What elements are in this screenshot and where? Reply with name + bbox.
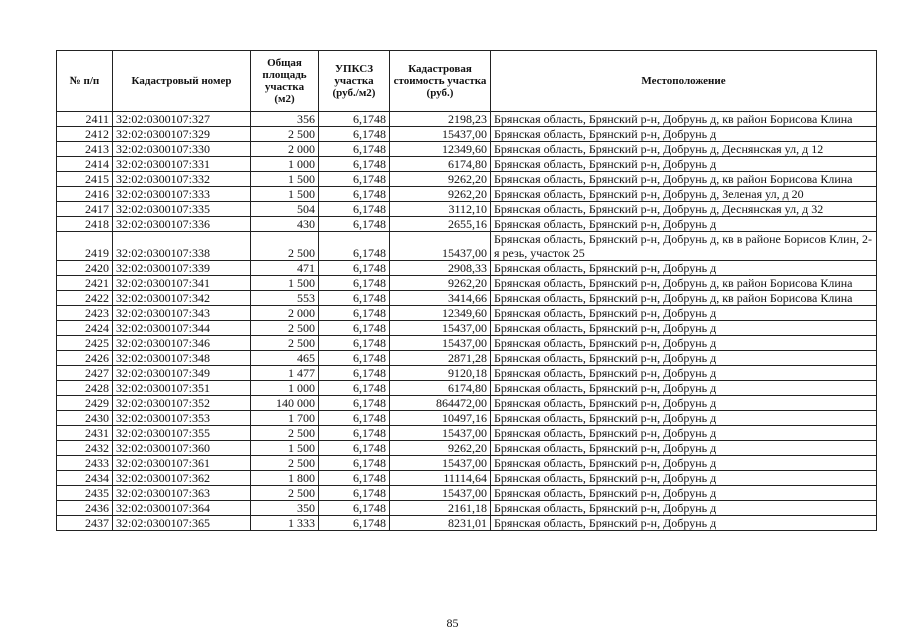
table-row: [57, 232, 877, 261]
cell-location: Брянская область, Брянский р-н, Добрунь д: [491, 336, 877, 351]
cell-cost: 9120,18: [390, 366, 491, 381]
cell-num: 2427: [57, 366, 113, 381]
cell-location: Брянская область, Брянский р-н, Добрунь д: [491, 501, 877, 516]
cell-cost: 12349,60: [390, 306, 491, 321]
cell-cadastral: 32:02:0300107:336: [113, 217, 251, 232]
table-row: [57, 426, 877, 441]
cell-cadastral: 32:02:0300107:333: [113, 187, 251, 202]
cell-cadastral: 32:02:0300107:344: [113, 321, 251, 336]
cell-area: 140 000: [251, 396, 319, 411]
cell-location: Брянская область, Брянский р-н, Добрунь д: [491, 381, 877, 396]
cell-location: Брянская область, Брянский р-н, Добрунь д, кв район Борисова Клина: [491, 291, 877, 306]
cell-location: Брянская область, Брянский р-н, Добрунь д: [491, 441, 877, 456]
cell-location: Брянская область, Брянский р-н, Добрунь д, Зеленая ул, д 20: [491, 187, 877, 202]
table-row: [57, 441, 877, 456]
cell-cadastral: 32:02:0300107:363: [113, 486, 251, 501]
cell-cost: 2655,16: [390, 217, 491, 232]
table-row: [57, 501, 877, 516]
cell-location: Брянская область, Брянский р-н, Добрунь д: [491, 127, 877, 142]
cell-cost: 11114,64: [390, 471, 491, 486]
cell-location: Брянская область, Брянский р-н, Добрунь д: [491, 486, 877, 501]
table-row: [57, 291, 877, 306]
cell-cadastral: 32:02:0300107:341: [113, 276, 251, 291]
cell-location: Брянская область, Брянский р-н, Добрунь д, кв район Борисова Клина: [491, 112, 877, 127]
cell-upksz: 6,1748: [319, 366, 390, 381]
cell-cost: 9262,20: [390, 441, 491, 456]
cell-location: Брянская область, Брянский р-н, Добрунь д: [491, 471, 877, 486]
cell-location: Брянская область, Брянский р-н, Добрунь д: [491, 456, 877, 471]
cell-num: 2431: [57, 426, 113, 441]
cell-upksz: 6,1748: [319, 261, 390, 276]
cell-cost: 3414,66: [390, 291, 491, 306]
cadastral-table: [56, 50, 877, 531]
cell-cadastral: 32:02:0300107:331: [113, 157, 251, 172]
cell-cadastral: 32:02:0300107:355: [113, 426, 251, 441]
cell-num: 2417: [57, 202, 113, 217]
cell-cost: 6174,80: [390, 157, 491, 172]
cell-num: 2414: [57, 157, 113, 172]
cell-area: 1 500: [251, 187, 319, 202]
cell-area: 1 700: [251, 411, 319, 426]
cell-cadastral: 32:02:0300107:353: [113, 411, 251, 426]
table-row: [57, 306, 877, 321]
cell-upksz: 6,1748: [319, 396, 390, 411]
cell-upksz: 6,1748: [319, 321, 390, 336]
cell-num: 2423: [57, 306, 113, 321]
cell-cadastral: 32:02:0300107:351: [113, 381, 251, 396]
table-row: [57, 202, 877, 217]
cell-cost: 9262,20: [390, 276, 491, 291]
cell-location: Брянская область, Брянский р-н, Добрунь д, кв район Борисова Клина: [491, 172, 877, 187]
cell-cost: 9262,20: [390, 172, 491, 187]
cell-location: Брянская область, Брянский р-н, Добрунь д: [491, 351, 877, 366]
cell-area: 1 477: [251, 366, 319, 381]
cell-area: 1 500: [251, 276, 319, 291]
table-row: [57, 516, 877, 531]
cell-cadastral: 32:02:0300107:361: [113, 456, 251, 471]
header-cost: Кадастровая стоимость участка (руб.): [390, 51, 491, 112]
cell-upksz: 6,1748: [319, 351, 390, 366]
cell-cost: 2161,18: [390, 501, 491, 516]
cell-cadastral: 32:02:0300107:343: [113, 306, 251, 321]
cell-num: 2412: [57, 127, 113, 142]
table-row: [57, 471, 877, 486]
cell-num: 2428: [57, 381, 113, 396]
table-row: [57, 336, 877, 351]
cell-num: 2418: [57, 217, 113, 232]
cell-num: 2435: [57, 486, 113, 501]
cell-num: 2425: [57, 336, 113, 351]
cell-location: Брянская область, Брянский р-н, Добрунь д: [491, 261, 877, 276]
cell-cadastral: 32:02:0300107:330: [113, 142, 251, 157]
header-cadastral: Кадастровый номер: [113, 51, 251, 112]
cell-location: Брянская область, Брянский р-н, Добрунь д: [491, 426, 877, 441]
cell-num: 2430: [57, 411, 113, 426]
cell-upksz: 6,1748: [319, 112, 390, 127]
cell-area: 465: [251, 351, 319, 366]
cell-upksz: 6,1748: [319, 187, 390, 202]
header-location: Местоположение: [491, 51, 877, 112]
cell-location: Брянская область, Брянский р-н, Добрунь д: [491, 306, 877, 321]
cell-upksz: 6,1748: [319, 426, 390, 441]
cell-num: 2424: [57, 321, 113, 336]
cell-location: Брянская область, Брянский р-н, Добрунь д: [491, 157, 877, 172]
cell-cadastral: 32:02:0300107:327: [113, 112, 251, 127]
cell-cadastral: 32:02:0300107:335: [113, 202, 251, 217]
table-row: [57, 127, 877, 142]
cell-cost: 15437,00: [390, 486, 491, 501]
cell-upksz: 6,1748: [319, 411, 390, 426]
cell-cadastral: 32:02:0300107:332: [113, 172, 251, 187]
cell-upksz: 6,1748: [319, 157, 390, 172]
cell-location: Брянская область, Брянский р-н, Добрунь д: [491, 516, 877, 531]
header-num: № п/п: [57, 51, 113, 112]
cell-upksz: 6,1748: [319, 441, 390, 456]
cell-num: 2419: [57, 232, 113, 261]
header-upksz: УПКСЗ участка (руб./м2): [319, 51, 390, 112]
table-row: [57, 187, 877, 202]
cell-upksz: 6,1748: [319, 486, 390, 501]
cell-cadastral: 32:02:0300107:360: [113, 441, 251, 456]
cell-area: 430: [251, 217, 319, 232]
cell-area: 504: [251, 202, 319, 217]
cell-cost: 15437,00: [390, 426, 491, 441]
cell-num: 2420: [57, 261, 113, 276]
cell-cadastral: 32:02:0300107:339: [113, 261, 251, 276]
cell-area: 356: [251, 112, 319, 127]
cell-cadastral: 32:02:0300107:346: [113, 336, 251, 351]
cell-num: 2432: [57, 441, 113, 456]
cell-location: Брянская область, Брянский р-н, Добрунь д, Деснянская ул, д 12: [491, 142, 877, 157]
cell-cost: 12349,60: [390, 142, 491, 157]
table-row: [57, 396, 877, 411]
cell-cost: 2871,28: [390, 351, 491, 366]
table-row: [57, 411, 877, 426]
cell-area: 1 000: [251, 157, 319, 172]
table-row: [57, 217, 877, 232]
cell-area: 2 500: [251, 456, 319, 471]
cell-area: 553: [251, 291, 319, 306]
cell-cadastral: 32:02:0300107:362: [113, 471, 251, 486]
cell-upksz: 6,1748: [319, 172, 390, 187]
cell-cadastral: 32:02:0300107:352: [113, 396, 251, 411]
cell-num: 2415: [57, 172, 113, 187]
cell-cost: 15437,00: [390, 232, 491, 261]
cell-cadastral: 32:02:0300107:349: [113, 366, 251, 381]
cell-cost: 6174,80: [390, 381, 491, 396]
table-row: [57, 366, 877, 381]
cell-area: 2 500: [251, 232, 319, 261]
cell-num: 2411: [57, 112, 113, 127]
cell-num: 2421: [57, 276, 113, 291]
cell-cadastral: 32:02:0300107:348: [113, 351, 251, 366]
cell-cadastral: 32:02:0300107:342: [113, 291, 251, 306]
cell-num: 2413: [57, 142, 113, 157]
table-row: [57, 112, 877, 127]
cell-area: 1 800: [251, 471, 319, 486]
cell-location: Брянская область, Брянский р-н, Добрунь д: [491, 366, 877, 381]
cell-num: 2433: [57, 456, 113, 471]
cell-upksz: 6,1748: [319, 471, 390, 486]
table-row: [57, 321, 877, 336]
table-row: [57, 142, 877, 157]
cell-upksz: 6,1748: [319, 142, 390, 157]
table-row: [57, 486, 877, 501]
cell-area: 1 333: [251, 516, 319, 531]
cell-upksz: 6,1748: [319, 291, 390, 306]
cell-upksz: 6,1748: [319, 456, 390, 471]
cell-num: 2434: [57, 471, 113, 486]
cell-location: Брянская область, Брянский р-н, Добрунь д, кв в районе Борисов Клин, 2-я резь, участок 25: [491, 232, 877, 261]
cell-cost: 3112,10: [390, 202, 491, 217]
cell-location: Брянская область, Брянский р-н, Добрунь д, кв район Борисова Клина: [491, 276, 877, 291]
cell-cost: 864472,00: [390, 396, 491, 411]
cell-upksz: 6,1748: [319, 202, 390, 217]
cell-area: 2 500: [251, 426, 319, 441]
table-row: [57, 157, 877, 172]
cell-cost: 10497,16: [390, 411, 491, 426]
cell-num: 2422: [57, 291, 113, 306]
header-row: [57, 51, 877, 112]
cell-area: 2 000: [251, 142, 319, 157]
cell-area: 2 500: [251, 127, 319, 142]
page-number: 85: [446, 616, 459, 630]
table-row: [57, 276, 877, 291]
table-row: [57, 261, 877, 276]
cell-upksz: 6,1748: [319, 306, 390, 321]
cell-upksz: 6,1748: [319, 516, 390, 531]
cell-location: Брянская область, Брянский р-н, Добрунь д: [491, 411, 877, 426]
cell-location: Брянская область, Брянский р-н, Добрунь д: [491, 217, 877, 232]
cell-cadastral: 32:02:0300107:364: [113, 501, 251, 516]
table-body: [57, 112, 877, 531]
cell-cost: 15437,00: [390, 321, 491, 336]
table-row: [57, 456, 877, 471]
cell-area: 350: [251, 501, 319, 516]
cell-upksz: 6,1748: [319, 276, 390, 291]
cell-area: 471: [251, 261, 319, 276]
cell-cost: 2198,23: [390, 112, 491, 127]
cell-location: Брянская область, Брянский р-н, Добрунь д: [491, 321, 877, 336]
cell-upksz: 6,1748: [319, 501, 390, 516]
cell-area: 2 500: [251, 336, 319, 351]
cell-area: 1 500: [251, 441, 319, 456]
cell-cost: 15437,00: [390, 456, 491, 471]
cell-cost: 2908,33: [390, 261, 491, 276]
cell-upksz: 6,1748: [319, 381, 390, 396]
cell-cost: 9262,20: [390, 187, 491, 202]
cell-num: 2437: [57, 516, 113, 531]
cell-num: 2426: [57, 351, 113, 366]
cell-cadastral: 32:02:0300107:338: [113, 232, 251, 261]
cell-cadastral: 32:02:0300107:365: [113, 516, 251, 531]
cell-location: Брянская область, Брянский р-н, Добрунь д, Деснянская ул, д 32: [491, 202, 877, 217]
cell-area: 2 000: [251, 306, 319, 321]
cell-num: 2429: [57, 396, 113, 411]
cell-upksz: 6,1748: [319, 336, 390, 351]
cell-area: 2 500: [251, 321, 319, 336]
cell-upksz: 6,1748: [319, 217, 390, 232]
cell-area: 2 500: [251, 486, 319, 501]
cell-upksz: 6,1748: [319, 232, 390, 261]
cell-cadastral: 32:02:0300107:329: [113, 127, 251, 142]
cell-area: 1 500: [251, 172, 319, 187]
table-row: [57, 351, 877, 366]
cell-cost: 15437,00: [390, 336, 491, 351]
cell-cost: 8231,01: [390, 516, 491, 531]
cell-upksz: 6,1748: [319, 127, 390, 142]
cell-num: 2436: [57, 501, 113, 516]
cell-area: 1 000: [251, 381, 319, 396]
cell-location: Брянская область, Брянский р-н, Добрунь д: [491, 396, 877, 411]
table-row: [57, 172, 877, 187]
table-row: [57, 381, 877, 396]
header-area: Общая площадь участка (м2): [251, 51, 319, 112]
cell-num: 2416: [57, 187, 113, 202]
cell-cost: 15437,00: [390, 127, 491, 142]
